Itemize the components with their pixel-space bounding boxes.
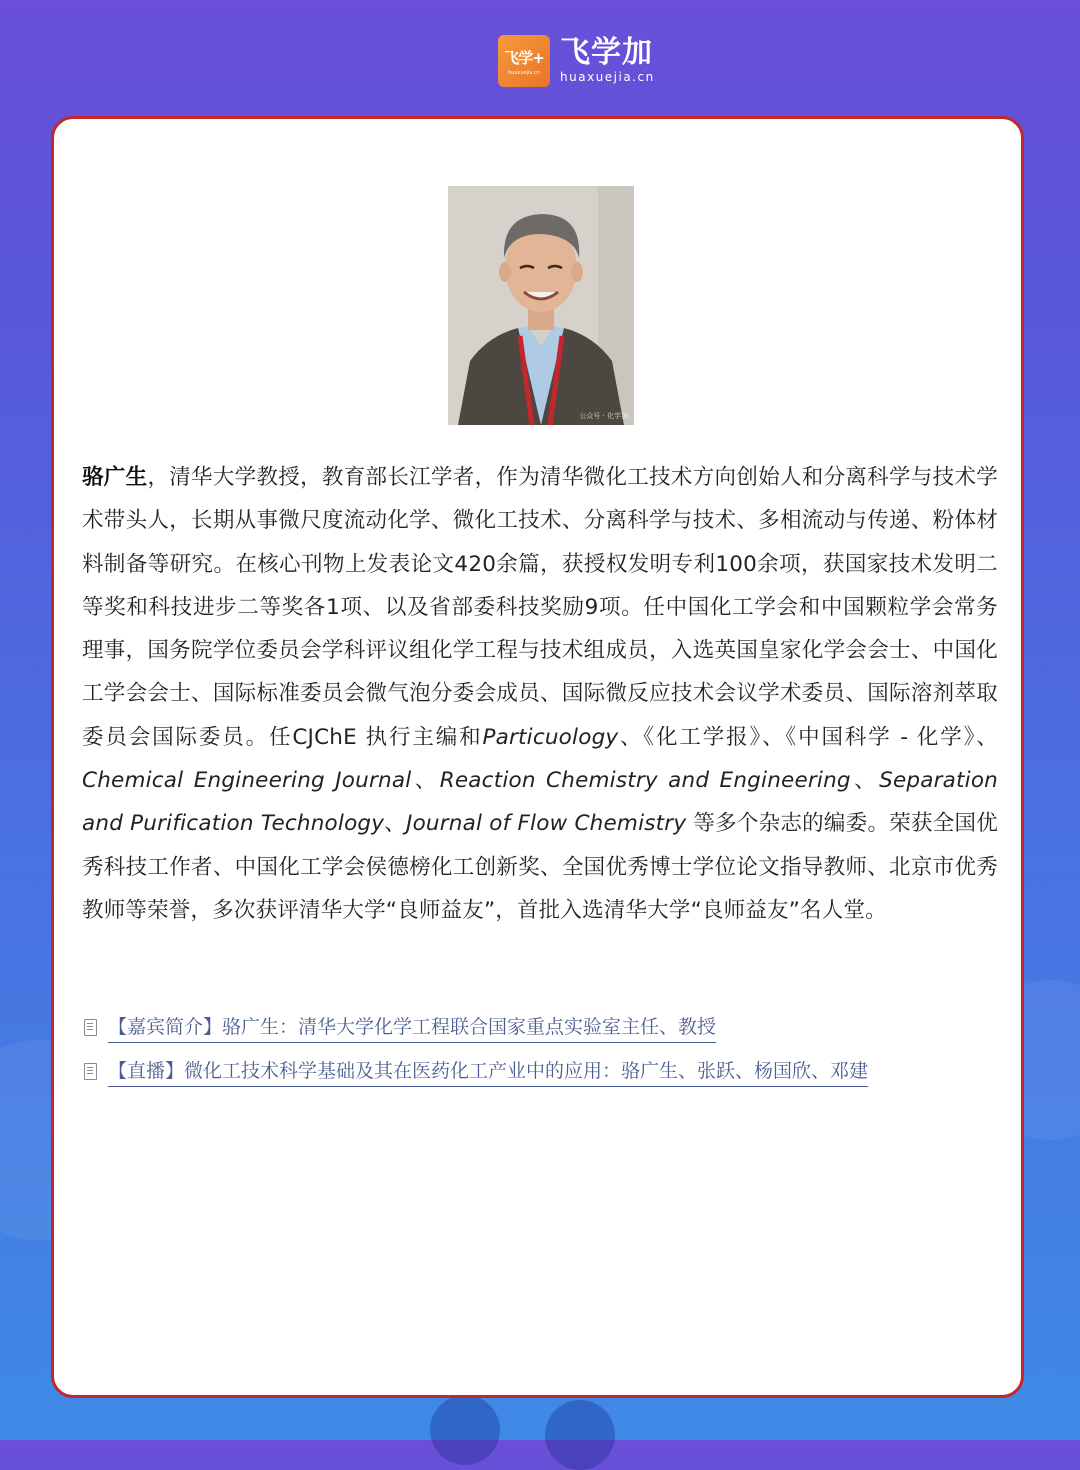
logo-title: 飞学加 bbox=[560, 35, 653, 70]
photo-watermark: 公众号 · 化学加 bbox=[579, 412, 628, 420]
profile-card bbox=[51, 116, 1024, 1398]
bio-text-3: 等多个杂志的编委。荣获全国优秀科技工作者、中国化工学会侯德榜化工创新奖、全国优秀博士学位论文指导教师、北京市优秀教师等荣誉，多次获评清华大学“良师益友”，首批入选清华大学“良师益友”名人堂。 bbox=[82, 811, 998, 923]
separator: 、 bbox=[850, 768, 880, 794]
logo-mark bbox=[498, 35, 550, 87]
logo-mark-text: 飞学+ bbox=[504, 48, 544, 67]
portrait-illustration bbox=[448, 186, 634, 425]
logo-domain: huaxuejia.cn bbox=[560, 70, 655, 84]
bio-text-1: ，清华大学教授，教育部长江学者，作为清华微化工技术方向创始人和分离科学与技术学术带头人，长期从事微尺度流动化学、微化工技术、分离科学与技术、多相流动与传递、粉体材料制备等研究。在核心刊物上发表论文420余篇，获授权发明专利100余项，获国家技术发明二等奖和科技进步二等奖各1项、以及省部委科技奖励9项。任中国化工学会和中国颗粒学会常务理事，国务院学位委员会学科评议组化学工程与技术组成员，入选英国皇家化学会会士、中国化工学会会士、国际标准委员会微气泡分委会成员、国际微反应技术会议学术委员、国际溶剂萃取委员会国际委员。任CJChE 执行主编和 bbox=[82, 465, 998, 750]
separator: 、 bbox=[411, 768, 440, 794]
separator: 、 bbox=[384, 811, 407, 837]
site-logo[interactable] bbox=[498, 35, 655, 87]
bio-paragraph bbox=[82, 456, 998, 932]
document-icon bbox=[84, 1019, 97, 1036]
related-links bbox=[84, 1005, 1004, 1093]
related-link-item[interactable] bbox=[84, 1005, 1004, 1049]
background-decoration bbox=[545, 1400, 615, 1470]
related-link-item[interactable] bbox=[84, 1049, 1004, 1093]
journal-particuology: Particuology bbox=[482, 724, 619, 750]
logo-wordmark bbox=[560, 37, 655, 85]
journal-flow-chemistry: Journal of Flow Chemistry bbox=[406, 811, 687, 837]
journal-reaction-chemistry: Reaction Chemistry and Engineering bbox=[439, 768, 851, 794]
portrait-photo bbox=[448, 186, 634, 425]
bio-text-2: 、《化工学报》、《中国科学 - 化学》、 bbox=[618, 724, 998, 750]
person-name: 骆广生 bbox=[82, 465, 148, 490]
related-link-guest-intro[interactable]: 【嘉宾简介】骆广生：清华大学化学工程联合国家重点实验室主任、教授 bbox=[108, 1012, 716, 1043]
document-icon bbox=[84, 1063, 97, 1080]
journal-chem-eng-journal: Chemical Engineering Journal bbox=[82, 768, 412, 794]
background-decoration bbox=[430, 1395, 500, 1465]
journal-separation-purification: Separation and Purification Technology bbox=[82, 768, 999, 837]
logo-mark-domain: huaxuejia.cn bbox=[508, 69, 540, 76]
related-link-live-stream[interactable]: 【直播】微化工技术科学基础及其在医药化工产业中的应用：骆广生、张跃、杨国欣、邓建 bbox=[108, 1056, 868, 1087]
